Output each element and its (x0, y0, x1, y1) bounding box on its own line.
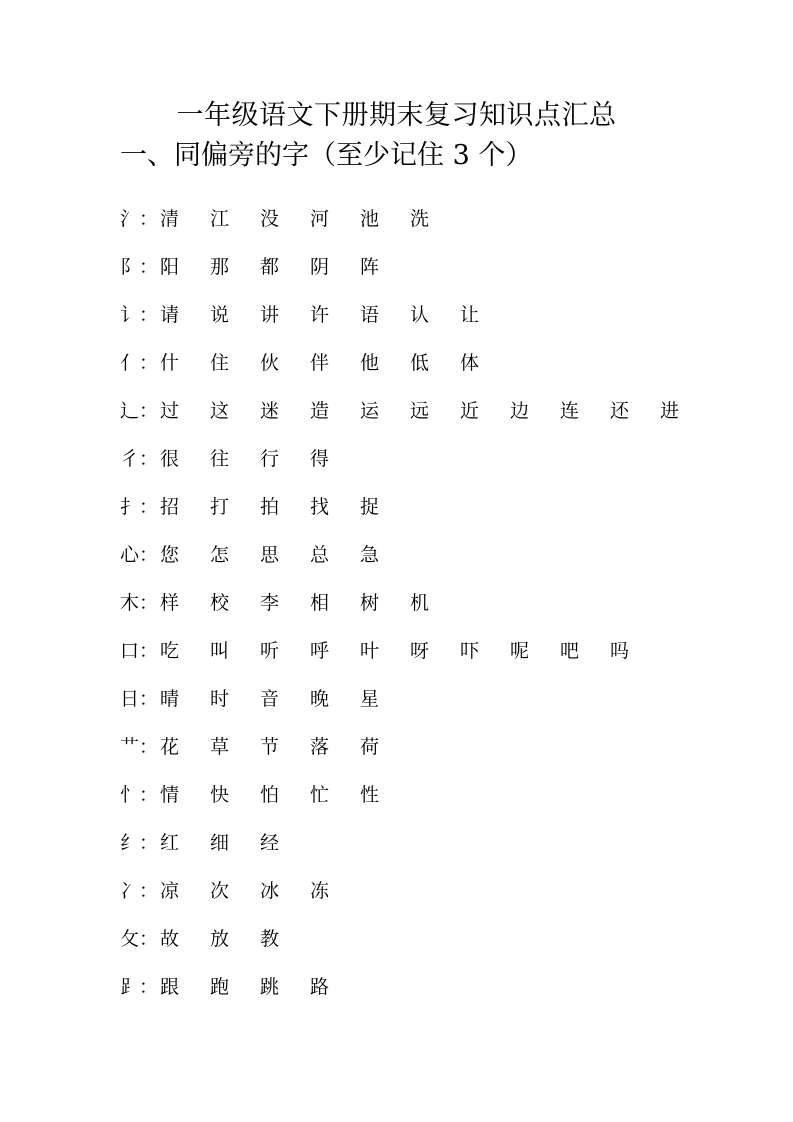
radical-group-row (120, 193, 760, 241)
character: 音 (260, 687, 280, 710)
radical-group-row (120, 769, 760, 817)
character: 河 (310, 207, 330, 230)
character: 江 (210, 207, 230, 230)
character: 得 (310, 447, 330, 470)
character-list (160, 396, 710, 423)
character: 阳 (160, 255, 180, 278)
radical-label: 日： (120, 687, 159, 710)
character: 放 (210, 927, 230, 950)
character: 总 (310, 543, 330, 566)
character: 荷 (360, 735, 380, 758)
character: 拍 (260, 495, 280, 518)
character: 许 (310, 303, 330, 326)
radical-label: 冫： (120, 879, 159, 902)
character-list (160, 588, 460, 615)
character: 找 (310, 495, 330, 518)
character: 冰 (260, 879, 280, 902)
character: 草 (210, 735, 230, 758)
character: 呼 (310, 639, 330, 662)
character: 行 (260, 447, 280, 470)
radical-group-row (120, 385, 760, 433)
character: 吃 (160, 639, 180, 662)
character: 认 (410, 303, 430, 326)
character: 落 (310, 735, 330, 758)
character-list (160, 972, 360, 999)
character: 远 (410, 399, 430, 422)
character: 讲 (260, 303, 280, 326)
character: 阴 (310, 255, 330, 278)
radical-group-row (120, 577, 760, 625)
character: 吗 (610, 639, 630, 662)
radical-label: 心： (120, 543, 159, 566)
character: 情 (160, 783, 180, 806)
character: 请 (160, 303, 180, 326)
radical-label: 辶： (120, 399, 159, 422)
character: 次 (210, 879, 230, 902)
character: 听 (260, 639, 280, 662)
character: 节 (260, 735, 280, 758)
character: 性 (360, 783, 380, 806)
character: 教 (260, 927, 280, 950)
character: 招 (160, 495, 180, 518)
character: 时 (210, 687, 230, 710)
character-list (160, 348, 510, 375)
character: 机 (410, 591, 430, 614)
character: 经 (260, 831, 280, 854)
character: 呀 (410, 639, 430, 662)
character: 没 (260, 207, 280, 230)
character: 急 (360, 543, 380, 566)
character: 晚 (310, 687, 330, 710)
character: 样 (160, 591, 180, 614)
character-list (160, 252, 410, 279)
radical-label: 氵： (120, 207, 159, 230)
character: 吓 (460, 639, 480, 662)
character-list (160, 204, 460, 231)
character: 说 (210, 303, 230, 326)
character: 往 (210, 447, 230, 470)
character: 那 (210, 255, 230, 278)
character-list (160, 924, 310, 951)
character: 吧 (560, 639, 580, 662)
character: 都 (260, 255, 280, 278)
radical-group-row (120, 961, 760, 1009)
radical-group-row (120, 529, 760, 577)
radical-label: 口： (120, 639, 159, 662)
character: 树 (360, 591, 380, 614)
character: 花 (160, 735, 180, 758)
character: 伙 (260, 351, 280, 374)
radical-group-row (120, 817, 760, 865)
character: 跳 (260, 975, 280, 998)
character: 跑 (210, 975, 230, 998)
radical-group-row (120, 625, 760, 673)
character-list (160, 684, 410, 711)
character: 故 (160, 927, 180, 950)
character: 迷 (260, 399, 280, 422)
character: 怎 (210, 543, 230, 566)
radical-label: 攵： (120, 927, 159, 950)
character: 很 (160, 447, 180, 470)
character-list (160, 300, 510, 327)
character: 让 (460, 303, 480, 326)
character: 还 (610, 399, 630, 422)
radical-group-row (120, 673, 760, 721)
character-list (160, 636, 660, 663)
character-list (160, 540, 410, 567)
character: 快 (210, 783, 230, 806)
radical-group-row (120, 481, 760, 529)
radical-label: 纟： (120, 831, 159, 854)
radical-group-row (120, 913, 760, 961)
radical-label: 阝： (120, 255, 159, 278)
character: 这 (210, 399, 230, 422)
radical-label: 木： (120, 591, 159, 614)
character: 相 (310, 591, 330, 614)
character: 池 (360, 207, 380, 230)
character: 边 (510, 399, 530, 422)
radical-group-row (120, 865, 760, 913)
character-list (160, 444, 360, 471)
character: 叫 (210, 639, 230, 662)
character: 思 (260, 543, 280, 566)
character: 星 (360, 687, 380, 710)
character: 造 (310, 399, 330, 422)
character: 您 (160, 543, 180, 566)
radical-label: 亻： (120, 351, 159, 374)
radical-group-list (120, 193, 760, 1009)
character: 什 (160, 351, 180, 374)
radical-label: 讠： (120, 303, 159, 326)
character: 跟 (160, 975, 180, 998)
radical-label: 艹： (120, 735, 159, 758)
character: 打 (210, 495, 230, 518)
character: 校 (210, 591, 230, 614)
character: 怕 (260, 783, 280, 806)
character: 语 (360, 303, 380, 326)
radical-label: ⻊： (120, 975, 159, 998)
radical-label: 忄： (120, 783, 159, 806)
character: 冻 (310, 879, 330, 902)
character: 捉 (360, 495, 380, 518)
character-list (160, 780, 410, 807)
radical-label: 彳： (120, 447, 159, 470)
character-list (160, 732, 410, 759)
character: 近 (460, 399, 480, 422)
radical-group-row (120, 289, 760, 337)
character: 呢 (510, 639, 530, 662)
section-heading: 一、同偏旁的字（至少记住 3 个） (120, 140, 533, 171)
radical-label: 扌： (120, 495, 159, 518)
character: 晴 (160, 687, 180, 710)
radical-group-row (120, 433, 760, 481)
character: 伴 (310, 351, 330, 374)
character: 李 (260, 591, 280, 614)
character: 洗 (410, 207, 430, 230)
character: 阵 (360, 255, 380, 278)
character-list (160, 828, 310, 855)
radical-group-row (120, 241, 760, 289)
character: 红 (160, 831, 180, 854)
character: 低 (410, 351, 430, 374)
character: 路 (310, 975, 330, 998)
character: 叶 (360, 639, 380, 662)
document-title: 一年级语文下册期末复习知识点汇总 (176, 100, 617, 131)
character: 进 (660, 399, 680, 422)
character: 忙 (310, 783, 330, 806)
character-list (160, 492, 410, 519)
radical-group-row (120, 337, 760, 385)
character: 体 (460, 351, 480, 374)
radical-group-row (120, 721, 760, 769)
character: 运 (360, 399, 380, 422)
character: 住 (210, 351, 230, 374)
character: 连 (560, 399, 580, 422)
character: 细 (210, 831, 230, 854)
character: 他 (360, 351, 380, 374)
character: 清 (160, 207, 180, 230)
character: 凉 (160, 879, 180, 902)
character-list (160, 876, 360, 903)
character: 过 (160, 399, 180, 422)
